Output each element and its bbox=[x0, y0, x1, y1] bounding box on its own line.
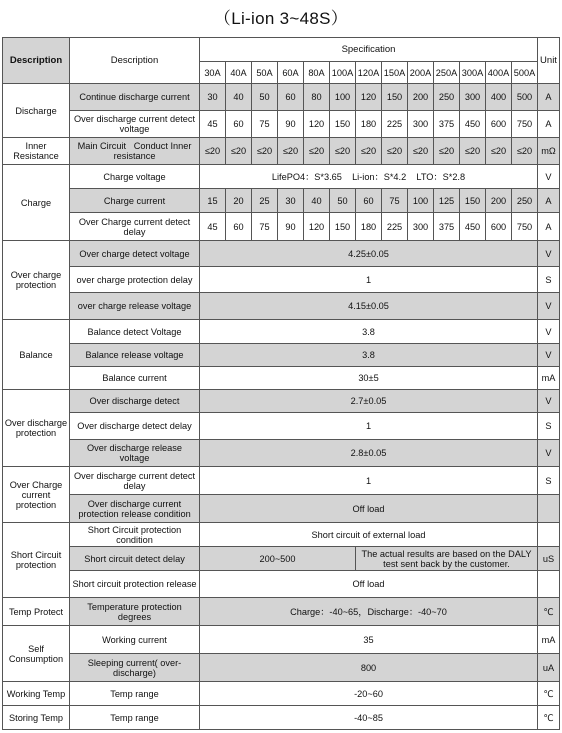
unit-cell: V bbox=[538, 320, 560, 344]
value-cell: ≤20 bbox=[356, 138, 382, 165]
unit-cell bbox=[538, 523, 560, 547]
row-description: Temp range bbox=[70, 682, 200, 706]
unit-cell: ℃ bbox=[538, 682, 560, 706]
value-cell: 750 bbox=[512, 111, 538, 138]
section-inner-resistance: Inner Resistance bbox=[3, 138, 70, 165]
value-cell: ≤20 bbox=[434, 138, 460, 165]
value-cell: 450 bbox=[460, 213, 486, 241]
value-cell: 2.8±0.05 bbox=[200, 440, 538, 467]
value-cell: 150 bbox=[382, 84, 408, 111]
unit-cell: V bbox=[538, 440, 560, 467]
value-cell: 75 bbox=[252, 213, 278, 241]
value-cell: 2.7±0.05 bbox=[200, 390, 538, 413]
row-description: Short circuit detect delay bbox=[70, 547, 200, 571]
value-cell: 30 bbox=[278, 189, 304, 213]
value-cell: Charge：-40~65，Discharge：-40~70 bbox=[200, 598, 538, 626]
value-cell: 40 bbox=[226, 84, 252, 111]
unit-cell: uA bbox=[538, 654, 560, 682]
unit-cell: A bbox=[538, 213, 560, 241]
value-cell: 60 bbox=[278, 84, 304, 111]
value-cell: 15 bbox=[200, 189, 226, 213]
value-cell: 4.25±0.05 bbox=[200, 241, 538, 267]
header-current: 150A bbox=[382, 62, 408, 84]
value-cell: 75 bbox=[382, 189, 408, 213]
value-cell: 1 bbox=[200, 467, 538, 495]
section-discharge: Discharge bbox=[3, 84, 70, 138]
header-current: 80A bbox=[304, 62, 330, 84]
value-cell: 150 bbox=[460, 189, 486, 213]
value-cell: 300 bbox=[408, 111, 434, 138]
value-cell: ≤20 bbox=[330, 138, 356, 165]
row-description: Balance release voltage bbox=[70, 344, 200, 367]
section-over-charge-protection: Over charge protection bbox=[3, 241, 70, 320]
row-description: Over discharge current protection release condition bbox=[70, 495, 200, 523]
section-storing-temp: Storing Temp bbox=[3, 706, 70, 730]
value-cell: 60 bbox=[356, 189, 382, 213]
row-description: Over discharge detect delay bbox=[70, 413, 200, 440]
section-charge: Charge bbox=[3, 165, 70, 241]
value-cell: 3.8 bbox=[200, 320, 538, 344]
value-cell: 80 bbox=[304, 84, 330, 111]
value-cell: 125 bbox=[434, 189, 460, 213]
value-cell: 300 bbox=[460, 84, 486, 111]
section-short-circuit-protection: Short Circuit protection bbox=[3, 523, 70, 598]
value-cell: 375 bbox=[434, 213, 460, 241]
value-cell: 600 bbox=[486, 213, 512, 241]
value-cell: 250 bbox=[434, 84, 460, 111]
header-current: 120A bbox=[356, 62, 382, 84]
unit-cell: S bbox=[538, 267, 560, 293]
value-cell: Short circuit of external load bbox=[200, 523, 538, 547]
header-current: 60A bbox=[278, 62, 304, 84]
value-cell: 75 bbox=[252, 111, 278, 138]
value-cell: 200 bbox=[486, 189, 512, 213]
row-description: Temp range bbox=[70, 706, 200, 730]
header-current: 30A bbox=[200, 62, 226, 84]
unit-cell: mA bbox=[538, 626, 560, 654]
row-description: Over discharge current detect voltage bbox=[70, 111, 200, 138]
unit-cell: S bbox=[538, 467, 560, 495]
value-cell: LifePO4：S*3.65 Li-ion：S*4.2 LTO：S*2.8 bbox=[200, 165, 538, 189]
value-cell: Off load bbox=[200, 495, 538, 523]
row-description: over charge protection delay bbox=[70, 267, 200, 293]
value-cell: 120 bbox=[304, 213, 330, 241]
value-cell: ≤20 bbox=[226, 138, 252, 165]
value-cell: 35 bbox=[200, 626, 538, 654]
section-self-consumption: Self Consumption bbox=[3, 626, 70, 682]
row-description: Over charge detect voltage bbox=[70, 241, 200, 267]
value-cell: 60 bbox=[226, 213, 252, 241]
unit-cell: V bbox=[538, 344, 560, 367]
unit-cell: V bbox=[538, 390, 560, 413]
value-cell: ≤20 bbox=[304, 138, 330, 165]
section-balance: Balance bbox=[3, 320, 70, 390]
row-description: Working current bbox=[70, 626, 200, 654]
unit-cell: mΩ bbox=[538, 138, 560, 165]
value-cell: 180 bbox=[356, 213, 382, 241]
row-description: Continue discharge current bbox=[70, 84, 200, 111]
row-description: Charge current bbox=[70, 189, 200, 213]
value-cell: 600 bbox=[486, 111, 512, 138]
unit-cell: ℃ bbox=[538, 706, 560, 730]
value-cell: 750 bbox=[512, 213, 538, 241]
unit-cell: A bbox=[538, 84, 560, 111]
unit-cell: S bbox=[538, 413, 560, 440]
value-cell: ≤20 bbox=[278, 138, 304, 165]
value-cell: Off load bbox=[200, 571, 538, 598]
value-cell: 200 bbox=[408, 84, 434, 111]
value-cell: ≤20 bbox=[408, 138, 434, 165]
spec-table bbox=[2, 37, 560, 730]
value-cell: 50 bbox=[330, 189, 356, 213]
section-temp-protect: Temp Protect bbox=[3, 598, 70, 626]
value-cell: 120 bbox=[356, 84, 382, 111]
unit-cell: uS bbox=[538, 547, 560, 571]
header-unit: Unit bbox=[538, 38, 560, 84]
header-description-2: Description bbox=[70, 38, 200, 84]
header-current: 250A bbox=[434, 62, 460, 84]
header-current: 500A bbox=[512, 62, 538, 84]
section-working-temp: Working Temp bbox=[3, 682, 70, 706]
value-cell: 500 bbox=[512, 84, 538, 111]
unit-cell: V bbox=[538, 293, 560, 320]
section-over-charge-current-protection: Over Charge current protection bbox=[3, 467, 70, 523]
value-cell: 450 bbox=[460, 111, 486, 138]
unit-cell: A bbox=[538, 189, 560, 213]
row-description: Sleeping current( over-discharge) bbox=[70, 654, 200, 682]
value-cell: 800 bbox=[200, 654, 538, 682]
row-description: Over discharge release voltage bbox=[70, 440, 200, 467]
value-cell: 100 bbox=[408, 189, 434, 213]
value-cell: 250 bbox=[512, 189, 538, 213]
row-description: Balance detect Voltage bbox=[70, 320, 200, 344]
header-description: Description bbox=[3, 38, 70, 84]
value-cell: 4.15±0.05 bbox=[200, 293, 538, 320]
value-cell: 60 bbox=[226, 111, 252, 138]
row-description: Short circuit protection release bbox=[70, 571, 200, 598]
value-cell: 20 bbox=[226, 189, 252, 213]
value-cell: 300 bbox=[408, 213, 434, 241]
value-cell: 100 bbox=[330, 84, 356, 111]
value-cell: 375 bbox=[434, 111, 460, 138]
value-cell: ≤20 bbox=[512, 138, 538, 165]
header-specification: Specification bbox=[200, 38, 538, 62]
value-cell: 3.8 bbox=[200, 344, 538, 367]
row-description: Charge voltage bbox=[70, 165, 200, 189]
value-cell: 150 bbox=[330, 213, 356, 241]
value-cell: 225 bbox=[382, 111, 408, 138]
unit-cell: ℃ bbox=[538, 598, 560, 626]
value-cell: 40 bbox=[304, 189, 330, 213]
value-cell: 225 bbox=[382, 213, 408, 241]
unit-cell: V bbox=[538, 241, 560, 267]
header-current: 300A bbox=[460, 62, 486, 84]
row-description: Over discharge detect bbox=[70, 390, 200, 413]
header-current: 100A bbox=[330, 62, 356, 84]
section-over-discharge-protection: Over discharge protection bbox=[3, 390, 70, 467]
row-description: Over Charge current detect delay bbox=[70, 213, 200, 241]
header-current: 50A bbox=[252, 62, 278, 84]
value-cell: 25 bbox=[252, 189, 278, 213]
value-cell: 45 bbox=[200, 111, 226, 138]
header-current: 400A bbox=[486, 62, 512, 84]
value-cell: ≤20 bbox=[460, 138, 486, 165]
row-description: Short Circuit protection condition bbox=[70, 523, 200, 547]
value-cell: 200~500 bbox=[200, 547, 356, 571]
value-cell: 30 bbox=[200, 84, 226, 111]
row-description: Balance current bbox=[70, 367, 200, 390]
row-description: over charge release voltage bbox=[70, 293, 200, 320]
value-cell: 180 bbox=[356, 111, 382, 138]
value-cell: 50 bbox=[252, 84, 278, 111]
page-title: （Li-ion 3~48S） bbox=[213, 9, 349, 28]
value-cell: 90 bbox=[278, 111, 304, 138]
unit-cell: A bbox=[538, 111, 560, 138]
unit-cell bbox=[538, 495, 560, 523]
note-cell: The actual results are based on the DALY test sent back by the customer. bbox=[356, 547, 538, 571]
value-cell: 120 bbox=[304, 111, 330, 138]
value-cell: -20~60 bbox=[200, 682, 538, 706]
value-cell: 400 bbox=[486, 84, 512, 111]
value-cell: ≤20 bbox=[382, 138, 408, 165]
value-cell: ≤20 bbox=[252, 138, 278, 165]
row-description: Temperature protection degrees bbox=[70, 598, 200, 626]
row-description: Over discharge current detect delay bbox=[70, 467, 200, 495]
value-cell: 150 bbox=[330, 111, 356, 138]
value-cell: ≤20 bbox=[200, 138, 226, 165]
value-cell: 45 bbox=[200, 213, 226, 241]
row-description: Main Circuit Conduct Inner resistance bbox=[70, 138, 200, 165]
header-current: 200A bbox=[408, 62, 434, 84]
header-current: 40A bbox=[226, 62, 252, 84]
unit-cell bbox=[538, 571, 560, 598]
value-cell: 30±5 bbox=[200, 367, 538, 390]
unit-cell: mA bbox=[538, 367, 560, 390]
value-cell: 90 bbox=[278, 213, 304, 241]
unit-cell: V bbox=[538, 165, 560, 189]
value-cell: 1 bbox=[200, 413, 538, 440]
value-cell: -40~85 bbox=[200, 706, 538, 730]
value-cell: 1 bbox=[200, 267, 538, 293]
value-cell: ≤20 bbox=[486, 138, 512, 165]
